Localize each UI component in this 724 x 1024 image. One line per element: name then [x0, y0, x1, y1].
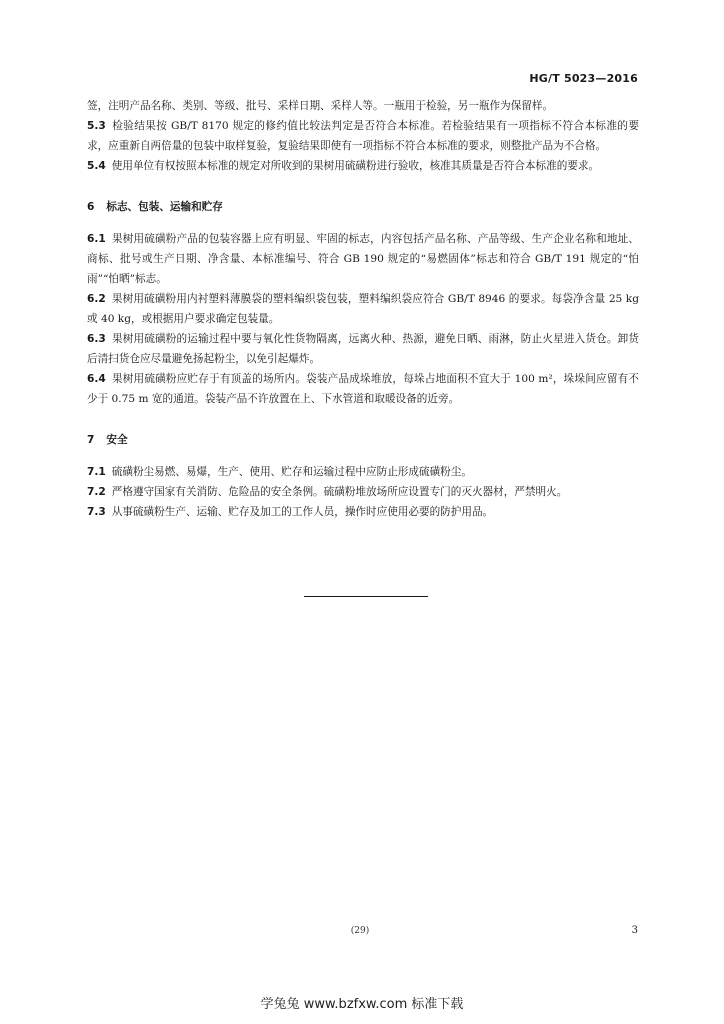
clause-6-2: 6.2 果树用硫磺粉用内衬塑料薄膜袋的塑料编织袋包装，塑料编织袋应符合 GB/T 8946 的要求。每袋净含量 25 kg 或 40 kg，或根据用户要求确定包装量。: [87, 293, 639, 325]
clause-7-2: 7.2 严格遵守国家有关消防、危险品的安全条例。硫磺粉堆放场所应设置专门的灭火器材，严禁明火。: [87, 486, 568, 498]
clause-6-3: 6.3 果树用硫磺粉的运输过程中要与氧化性货物隔离，远离火种、热源，避免日晒、雨淋，防止火星进入货仓。卸货后清扫货仓应尽量避免扬起粉尘，以免引起爆炸。: [87, 333, 639, 365]
clause-number: 6.3: [87, 333, 106, 345]
clause-number: 7.1: [87, 466, 106, 478]
clause-6-1: 6.1 果树用硫磺粉产品的包装容器上应有明显、牢固的标志，内容包括产品名称、产品等级、生产企业名称和地址、商标、批号或生产日期、净含量、本标准编号、符合 GB 190 规定的“易燃固体”标志和符合 GB/T 191 规定的“怕雨”“怕晒”标志。: [87, 233, 639, 285]
site-watermark: 学兔兔 www.bzfxw.com 标准下载: [260, 997, 464, 1012]
clause-7-1: 7.1 硫磺粉尘易燃、易爆，生产、使用、贮存和运输过程中应防止形成硫磺粉尘。: [87, 466, 472, 478]
clause-5-3: 5.3 检验结果按 GB/T 8170 规定的修约值比较法判定是否符合本标准。若检验结果有一项指标不符合本标准的要求，应重新自两倍量的包装中取样复验，复验结果即使有一项指标不符合本标准的要求，则整批产品为不合格。: [87, 120, 639, 152]
clause-number: 7.3: [87, 506, 106, 518]
clause-7-3: 7.3 从事硫磺粉生产、运输、贮存及加工的工作人员，操作时应使用必要的防护用品。: [87, 506, 494, 518]
clause-6-4: 6.4 果树用硫磺粉应贮存于有顶盖的场所内。袋装产品成垛堆放，每垛占地面积不宜大于 100 m²，垛垛间应留有不少于 0.75 m 宽的通道。袋装产品不许放置在上、下水管道和取暖设备的近旁。: [87, 373, 639, 405]
end-of-document-rule: [304, 596, 428, 597]
clause-number: 7.2: [87, 486, 106, 498]
clause-number: 6.1: [87, 233, 106, 245]
clause-number: 5.4: [87, 160, 106, 172]
section-heading-6: 6 标志、包装、运输和贮存: [87, 201, 223, 213]
clause-number: 6.2: [87, 293, 106, 305]
clause-number: 5.3: [87, 120, 106, 132]
standard-code-header: HG/T 5023—2016: [529, 72, 638, 85]
footer-center-mark: (29): [350, 926, 370, 936]
document-body: [87, 96, 639, 522]
section-heading-7: 7 安全: [87, 434, 128, 446]
clause-5-4: 5.4 使用单位有权按照本标准的规定对所收到的果树用硫磺粉进行验收，核准其质量是否符合本标准的要求。: [87, 160, 600, 172]
paragraph-5-2-continuation: 签，注明产品名称、类别、等级、批号、采样日期、采样人等。一瓶用于检验，另一瓶作为保留样。: [87, 100, 554, 112]
page-number: 3: [631, 925, 638, 936]
clause-number: 6.4: [87, 373, 106, 385]
